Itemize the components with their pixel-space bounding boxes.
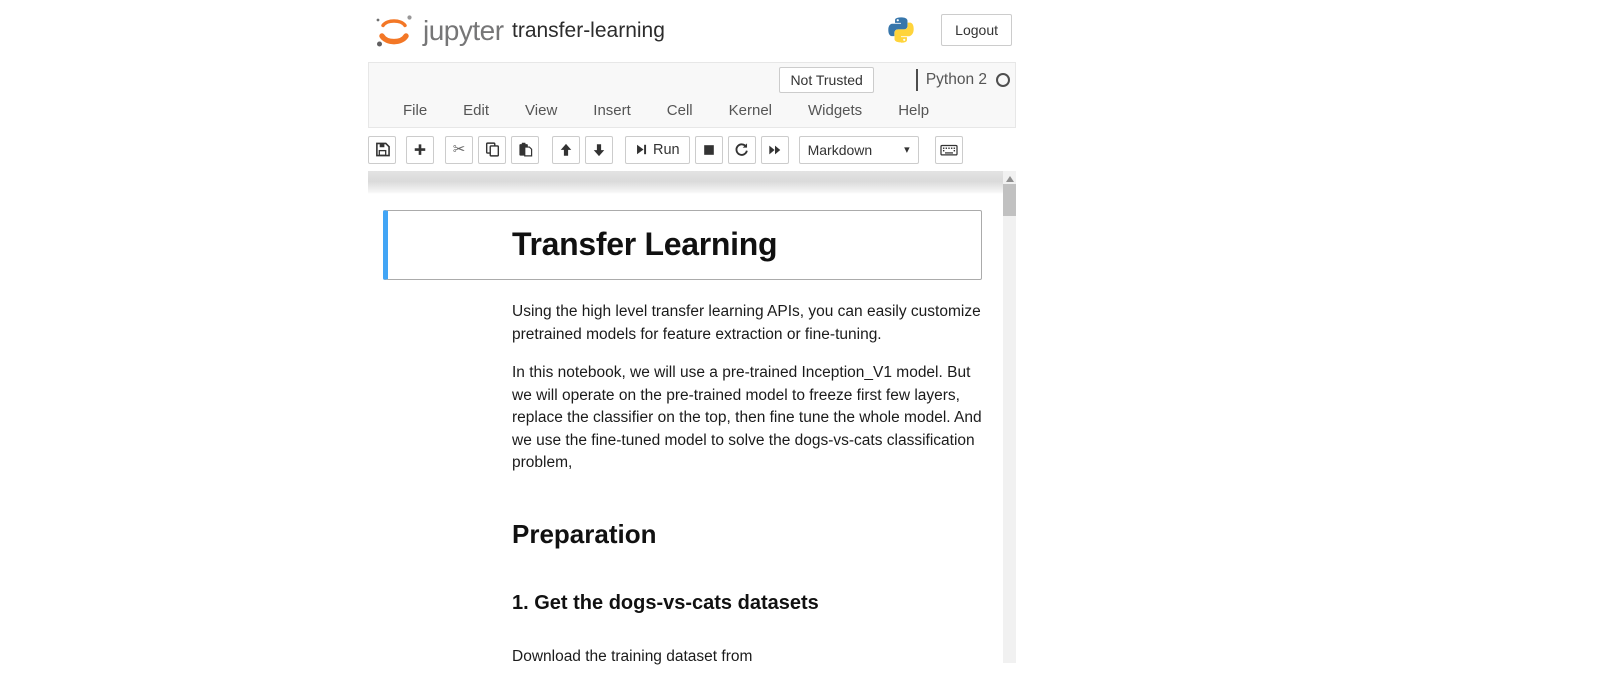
- vertical-scrollbar[interactable]: [1003, 171, 1016, 663]
- markdown-paragraph: Using the high level transfer learning APIs, you can easily customize pretrained models for feature extraction or fine-tuning.: [512, 303, 981, 343]
- save-button[interactable]: [368, 136, 396, 164]
- python-kernel-logo-icon: [887, 15, 915, 45]
- command-palette-button[interactable]: [935, 136, 963, 164]
- notebook-content: [368, 194, 1003, 663]
- menu-help[interactable]: Help: [898, 101, 930, 119]
- cell-heading1: Transfer Learning: [512, 226, 778, 262]
- header: [368, 0, 1016, 62]
- run-cell-button[interactable]: [625, 136, 690, 164]
- jupyter-logo-text: jupyter: [423, 15, 504, 46]
- arrow-up-icon: [559, 143, 573, 157]
- menu-widgets[interactable]: Widgets: [808, 101, 863, 119]
- move-cell-up-button[interactable]: [552, 136, 580, 164]
- menu-edit[interactable]: Edit: [463, 101, 490, 119]
- notebook-top-shadow: [368, 171, 1003, 194]
- copy-icon: [485, 142, 500, 157]
- keyboard-icon: [940, 142, 958, 158]
- scissors-icon: ✂: [452, 141, 466, 158]
- interrupt-kernel-button[interactable]: [695, 136, 723, 164]
- notebook-title[interactable]: transfer-learning: [512, 19, 665, 42]
- cut-cell-button[interactable]: [445, 136, 473, 164]
- jupyter-logo-icon: [371, 12, 417, 50]
- arrow-down-icon: [592, 143, 606, 157]
- menu-file[interactable]: File: [403, 101, 428, 119]
- cell-heading3: 1. Get the dogs-vs-cats datasets: [512, 591, 819, 614]
- step-forward-icon: [635, 143, 648, 156]
- restart-icon: [734, 142, 749, 157]
- markdown-paragraph: Download the training dataset from: [512, 647, 753, 665]
- stop-icon: [702, 143, 716, 157]
- copy-cell-button[interactable]: [478, 136, 506, 164]
- cell-type-selected-label: Markdown: [807, 141, 873, 158]
- fast-forward-icon: [768, 143, 782, 157]
- restart-run-all-button[interactable]: [761, 136, 789, 164]
- markdown-cells-flow[interactable]: [512, 301, 984, 668]
- cell-heading2: Preparation: [512, 518, 657, 549]
- paste-icon: [518, 142, 533, 157]
- kernel-name-label: Python 2: [925, 71, 987, 88]
- kernel-idle-indicator-icon: [996, 73, 1010, 87]
- move-cell-down-button[interactable]: [585, 136, 613, 164]
- status-row: [779, 67, 1010, 93]
- run-button-label: Run: [653, 141, 680, 158]
- scrollbar-up-arrow-icon[interactable]: [1006, 176, 1014, 182]
- kernel-separator: [916, 69, 918, 91]
- jupyter-notebook-app: [368, 0, 1016, 663]
- restart-kernel-button[interactable]: [728, 136, 756, 164]
- scrollbar-thumb[interactable]: [1003, 184, 1016, 216]
- save-icon: [375, 142, 390, 157]
- jupyter-logo[interactable]: [371, 12, 504, 50]
- plus-icon: [413, 143, 427, 157]
- cell-type-dropdown[interactable]: [799, 136, 919, 164]
- menu-insert[interactable]: Insert: [593, 101, 631, 119]
- menubar-container: [368, 62, 1016, 128]
- menu-cell[interactable]: Cell: [666, 101, 693, 119]
- menubar: [369, 93, 947, 127]
- menu-kernel[interactable]: Kernel: [728, 101, 772, 119]
- main-toolbar: [368, 128, 1016, 171]
- trust-status-button[interactable]: Not Trusted: [779, 67, 873, 93]
- markdown-paragraph: In this notebook, we will use a pre-trained Inception_V1 model. But we will operate on the pre-trained model to freeze first few layers, replace the classifier on the top, then fine tune the whole model. And we use the fine-tuned model to solve the dogs-vs-cats classification problem,: [512, 364, 982, 471]
- insert-cell-below-button[interactable]: [406, 136, 434, 164]
- logout-button[interactable]: Logout: [941, 14, 1012, 46]
- selected-markdown-cell[interactable]: [383, 210, 982, 280]
- paste-cell-button[interactable]: [511, 136, 539, 164]
- chevron-down-icon: ▾: [904, 144, 910, 156]
- menu-view[interactable]: View: [525, 101, 558, 119]
